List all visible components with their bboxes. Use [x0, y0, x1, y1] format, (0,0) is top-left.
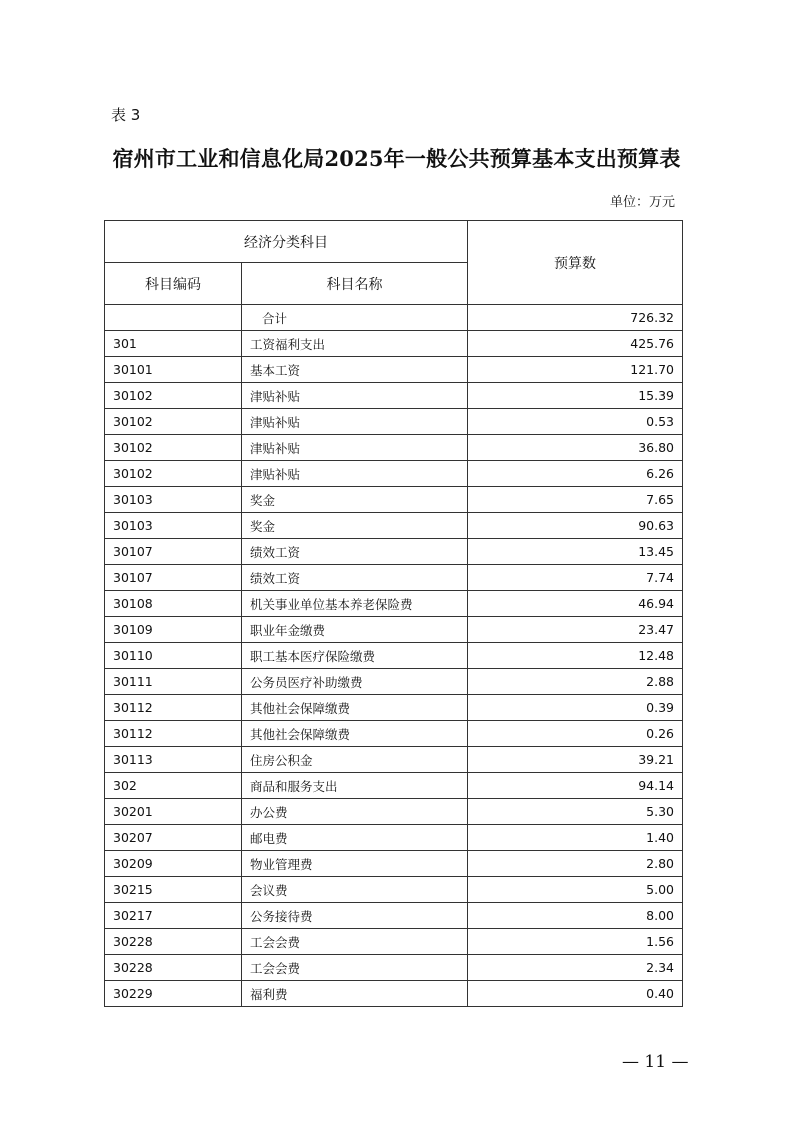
header-subject-name: 科目名称 — [242, 263, 468, 305]
header-economic-classification: 经济分类科目 — [105, 221, 468, 263]
subject-name-cell: 津贴补贴 — [242, 409, 468, 435]
budget-amount-cell: 5.00 — [468, 877, 683, 903]
table-row — [105, 669, 683, 695]
budget-amount-cell: 13.45 — [468, 539, 683, 565]
subject-code-cell: 30110 — [105, 643, 242, 669]
budget-amount-cell: 425.76 — [468, 331, 683, 357]
table-row — [105, 435, 683, 461]
subject-code-cell: 30102 — [105, 435, 242, 461]
subject-name-cell: 工会会费 — [242, 955, 468, 981]
subject-code-cell: 30102 — [105, 461, 242, 487]
subject-code-cell: 30112 — [105, 721, 242, 747]
subject-name-cell: 绩效工资 — [242, 565, 468, 591]
subject-code-cell: 30108 — [105, 591, 242, 617]
table-row — [105, 903, 683, 929]
unit-label: 单位：万元 — [609, 195, 675, 210]
subject-name-cell: 公务接待费 — [242, 903, 468, 929]
table-row — [105, 565, 683, 591]
budget-amount-cell: 0.53 — [468, 409, 683, 435]
subject-code-cell: 30101 — [105, 357, 242, 383]
subject-code-cell: 30112 — [105, 695, 242, 721]
table-row — [105, 721, 683, 747]
budget-amount-cell: 6.26 — [468, 461, 683, 487]
subject-name-cell: 福利费 — [242, 981, 468, 1007]
subject-name-cell: 办公费 — [242, 799, 468, 825]
subject-name-cell: 奖金 — [242, 487, 468, 513]
table-row — [105, 773, 683, 799]
total-amount: 726.32 — [468, 305, 683, 331]
subject-code-cell: 30229 — [105, 981, 242, 1007]
subject-name-cell: 公务员医疗补助缴费 — [242, 669, 468, 695]
table-row — [105, 539, 683, 565]
subject-name-cell: 其他社会保障缴费 — [242, 695, 468, 721]
subject-name-cell: 基本工资 — [242, 357, 468, 383]
budget-amount-cell: 2.34 — [468, 955, 683, 981]
budget-table — [104, 220, 683, 1007]
subject-name-cell: 津贴补贴 — [242, 383, 468, 409]
budget-amount-cell: 7.74 — [468, 565, 683, 591]
table-row — [105, 799, 683, 825]
budget-amount-cell: 5.30 — [468, 799, 683, 825]
subject-name-cell: 住房公积金 — [242, 747, 468, 773]
subject-name-cell: 会议费 — [242, 877, 468, 903]
budget-amount-cell: 23.47 — [468, 617, 683, 643]
budget-amount-cell: 0.40 — [468, 981, 683, 1007]
budget-amount-cell: 8.00 — [468, 903, 683, 929]
subject-code-cell: 30107 — [105, 539, 242, 565]
table-row — [105, 981, 683, 1007]
subject-name-cell: 商品和服务支出 — [242, 773, 468, 799]
subject-name-cell: 绩效工资 — [242, 539, 468, 565]
budget-amount-cell: 121.70 — [468, 357, 683, 383]
subject-code-cell: 30111 — [105, 669, 242, 695]
table-row — [105, 955, 683, 981]
table-row — [105, 695, 683, 721]
table-row — [105, 487, 683, 513]
page-title: 宿州市工业和信息化局2025年一般公共预算基本支出预算表 — [112, 146, 681, 171]
table-row — [105, 409, 683, 435]
subject-name-cell: 其他社会保障缴费 — [242, 721, 468, 747]
table-row — [105, 747, 683, 773]
budget-amount-cell: 0.39 — [468, 695, 683, 721]
page-number: — 11 — — [622, 1052, 689, 1072]
header-row-group — [105, 221, 683, 263]
budget-amount-cell: 2.88 — [468, 669, 683, 695]
subject-code-cell: 30109 — [105, 617, 242, 643]
budget-amount-cell: 1.56 — [468, 929, 683, 955]
total-code-cell — [105, 305, 242, 331]
subject-name-cell: 职业年金缴费 — [242, 617, 468, 643]
table-row — [105, 851, 683, 877]
subject-code-cell: 30207 — [105, 825, 242, 851]
budget-amount-cell: 46.94 — [468, 591, 683, 617]
table-row — [105, 357, 683, 383]
budget-amount-cell: 36.80 — [468, 435, 683, 461]
subject-code-cell: 302 — [105, 773, 242, 799]
subject-name-cell: 机关事业单位基本养老保险费 — [242, 591, 468, 617]
subject-code-cell: 30113 — [105, 747, 242, 773]
budget-amount-cell: 7.65 — [468, 487, 683, 513]
table-label: 表 3 — [111, 106, 141, 124]
table-row — [105, 643, 683, 669]
total-row — [105, 305, 683, 331]
subject-name-cell: 工资福利支出 — [242, 331, 468, 357]
subject-code-cell: 30103 — [105, 513, 242, 539]
subject-code-cell: 301 — [105, 331, 242, 357]
subject-code-cell: 30103 — [105, 487, 242, 513]
subject-name-cell: 奖金 — [242, 513, 468, 539]
total-label: 合计 — [242, 305, 468, 331]
header-budget-amount: 预算数 — [468, 221, 683, 305]
budget-amount-cell: 39.21 — [468, 747, 683, 773]
table-row — [105, 331, 683, 357]
subject-code-cell: 30102 — [105, 383, 242, 409]
subject-code-cell: 30228 — [105, 929, 242, 955]
subject-name-cell: 邮电费 — [242, 825, 468, 851]
table-row — [105, 513, 683, 539]
subject-code-cell: 30228 — [105, 955, 242, 981]
header-subject-code: 科目编码 — [105, 263, 242, 305]
budget-amount-cell: 0.26 — [468, 721, 683, 747]
table-row — [105, 929, 683, 955]
subject-name-cell: 津贴补贴 — [242, 435, 468, 461]
subject-name-cell: 职工基本医疗保险缴费 — [242, 643, 468, 669]
subject-name-cell: 物业管理费 — [242, 851, 468, 877]
table-row — [105, 825, 683, 851]
subject-name-cell: 津贴补贴 — [242, 461, 468, 487]
table-row — [105, 877, 683, 903]
subject-code-cell: 30215 — [105, 877, 242, 903]
subject-code-cell: 30102 — [105, 409, 242, 435]
subject-name-cell: 工会会费 — [242, 929, 468, 955]
table-row — [105, 461, 683, 487]
table-row — [105, 383, 683, 409]
budget-amount-cell: 12.48 — [468, 643, 683, 669]
budget-amount-cell: 2.80 — [468, 851, 683, 877]
table-row — [105, 617, 683, 643]
subject-code-cell: 30201 — [105, 799, 242, 825]
budget-amount-cell: 1.40 — [468, 825, 683, 851]
budget-amount-cell: 15.39 — [468, 383, 683, 409]
subject-code-cell: 30107 — [105, 565, 242, 591]
budget-amount-cell: 90.63 — [468, 513, 683, 539]
subject-code-cell: 30217 — [105, 903, 242, 929]
subject-code-cell: 30209 — [105, 851, 242, 877]
budget-amount-cell: 94.14 — [468, 773, 683, 799]
table-row — [105, 591, 683, 617]
